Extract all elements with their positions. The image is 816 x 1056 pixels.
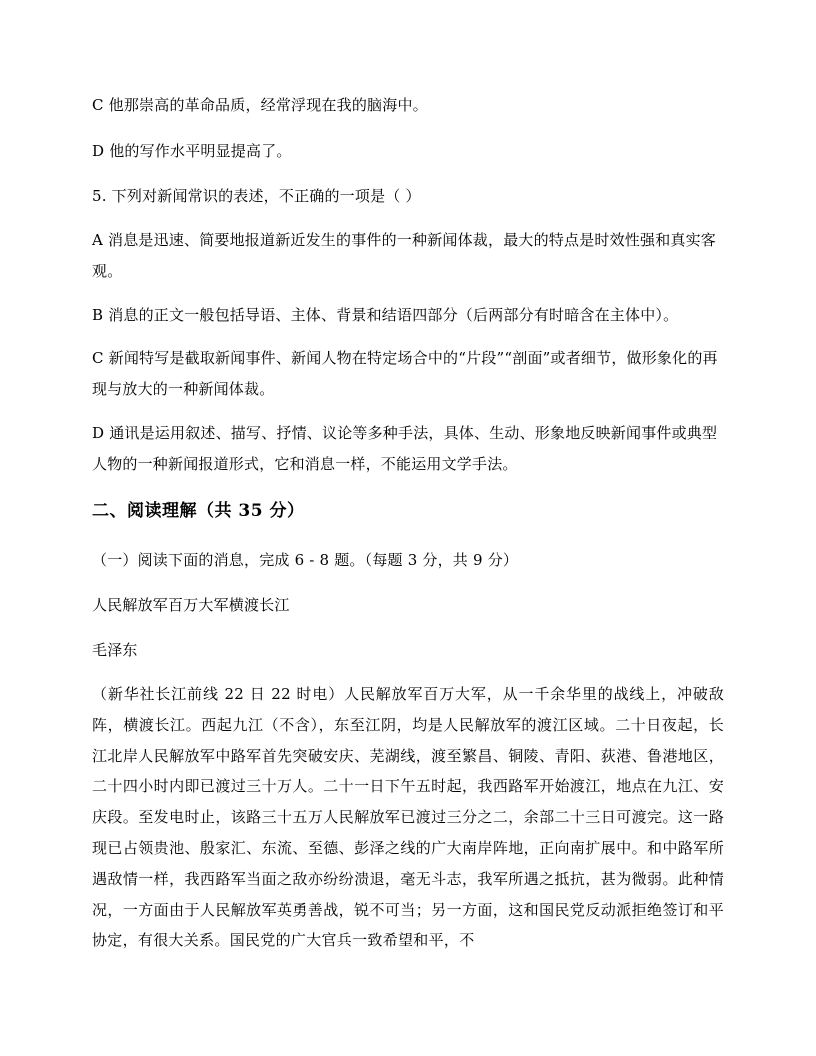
question-5-option-c: C 新闻特写是截取新闻事件、新闻人物在特定场合中的“片段”“剖面”或者细节，做形象化的再现与放大的一种新闻体裁。 [92, 349, 718, 398]
question-5-option-b: B 消息的正文一般包括导语、主体、背景和结语四部分（后两部分有时暗含在主体中）。 [92, 306, 679, 324]
question-5-stem: 5. 下列对新闻常识的表述，不正确的一项是（ ） [92, 187, 421, 205]
option-d-previous-question: D 他的写作水平明显提高了。 [92, 142, 292, 160]
article-author: 毛泽东 [92, 641, 138, 659]
option-c-previous-question: C 他那崇高的革命品质，经常浮现在我的脑海中。 [92, 96, 428, 114]
question-5-option-d: D 通讯是运用叙述、描写、抒情、议论等多种手法，具体、生动、形象地反映新闻事件或典型人物的一种新闻报道形式，它和消息一样，不能运用文学手法。 [92, 424, 718, 473]
article-title: 人民解放军百万大军横渡长江 [92, 596, 290, 614]
question-5-option-a: A 消息是迅速、简要地报道新近发生的事件的一种新闻体裁，最大的特点是时效性强和真实客观。 [92, 231, 717, 280]
subsection-instruction: （一）阅读下面的消息，完成 6 - 8 题。（每题 3 分，共 9 分） [92, 551, 519, 569]
section-heading-reading: 二、阅读理解（共 35 分） [92, 501, 305, 521]
article-body: （新华社长江前线 22 日 22 时电）人民解放军百万大军，从一千余华里的战线上，冲破敌阵，横渡长江。西起九江（不含），东至江阴，均是人民解放军的渡江区域。二十日夜起，长江北岸人民解放军中路军首先突破安庆、芜湖线，渡至繁昌、铜陵、青阳、荻港、鲁港地区，二十四小时内即已渡过三十万人。二十一日下午五时起，我西路军开始渡江，地点在九江、安庆段。至发电时止，该路三十五万人民解放军已渡过三分之二，余部二十三日可渡完。这一路现已占领贵池、殷家汇、东流、至德、彭泽之线的广大南岸阵地，正向南扩展中。和中路军所遇敌情一样，我西路军当面之敌亦纷纷溃退，毫无斗志，我军所遇之抵抗，甚为微弱。此种情况，一方面由于人民解放军英勇善战，锐不可当；另一方面，这和国民党反动派拒绝签订和平协定，有很大关系。国民党的广大官兵一致希望和平，不 [92, 685, 724, 950]
